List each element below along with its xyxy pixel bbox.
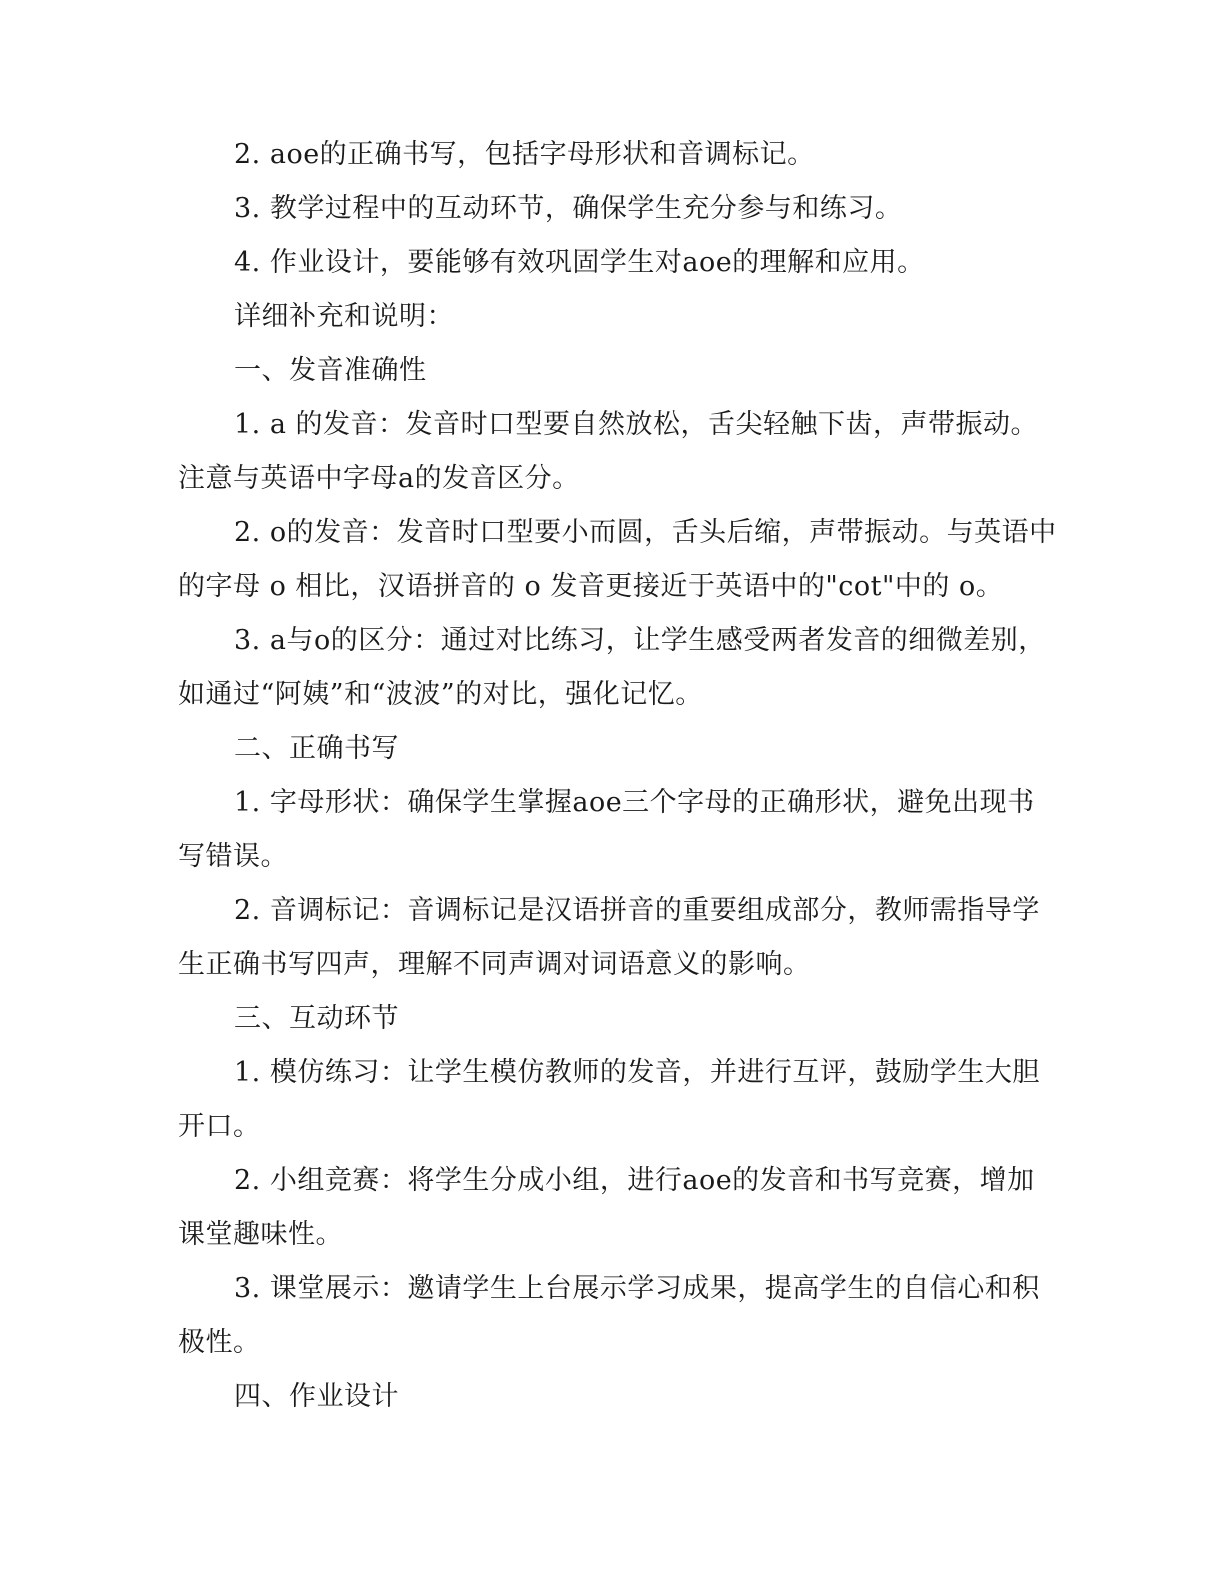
section-intro: 详细补充和说明：	[234, 301, 454, 332]
section-heading-homework: 四、作业设计	[234, 1381, 399, 1412]
paragraph-tone-marks: 2. 音调标记：音调标记是汉语拼音的重要组成部分，教师需指导学生正确书写四声，理解不同声调对词语意义的影响。	[178, 895, 1040, 980]
section-heading-pronunciation: 一、发音准确性	[234, 355, 427, 386]
list-item-writing: 2. aoe的正确书写，包括字母形状和音调标记。	[234, 139, 815, 170]
section-heading-interaction: 三、互动环节	[234, 1003, 399, 1034]
paragraph-imitation: 1. 模仿练习：让学生模仿教师的发音，并进行互评，鼓励学生大胆开口。	[178, 1057, 1040, 1142]
paragraph-letter-shape: 1. 字母形状：确保学生掌握aoe三个字母的正确形状，避免出现书写错误。	[178, 787, 1035, 872]
paragraph-class-showcase: 3. 课堂展示：邀请学生上台展示学习成果，提高学生的自信心和积极性。	[178, 1273, 1040, 1358]
list-item-homework: 4. 作业设计，要能够有效巩固学生对aoe的理解和应用。	[234, 247, 925, 278]
paragraph-a-pronunciation: 1. a 的发音：发音时口型要自然放松，舌尖轻触下齿，声带振动。注意与英语中字母a的发音区分。	[178, 409, 1039, 494]
paragraph-a-o-distinction: 3. a与o的区分：通过对比练习，让学生感受两者发音的细微差别，如通过“阿姨”和“波波”的对比，强化记忆。	[178, 625, 1046, 710]
section-heading-writing: 二、正确书写	[234, 733, 399, 764]
document-body	[178, 128, 1058, 1424]
paragraph-o-pronunciation: 2. o的发音：发音时口型要小而圆，舌头后缩，声带振动。与英语中的字母 o 相比，汉语拼音的 o 发音更接近于英语中的"cot"中的 o。	[178, 517, 1057, 602]
paragraph-group-competition: 2. 小组竞赛：将学生分成小组，进行aoe的发音和书写竞赛，增加课堂趣味性。	[178, 1165, 1035, 1250]
list-item-interaction: 3. 教学过程中的互动环节，确保学生充分参与和练习。	[234, 193, 903, 224]
